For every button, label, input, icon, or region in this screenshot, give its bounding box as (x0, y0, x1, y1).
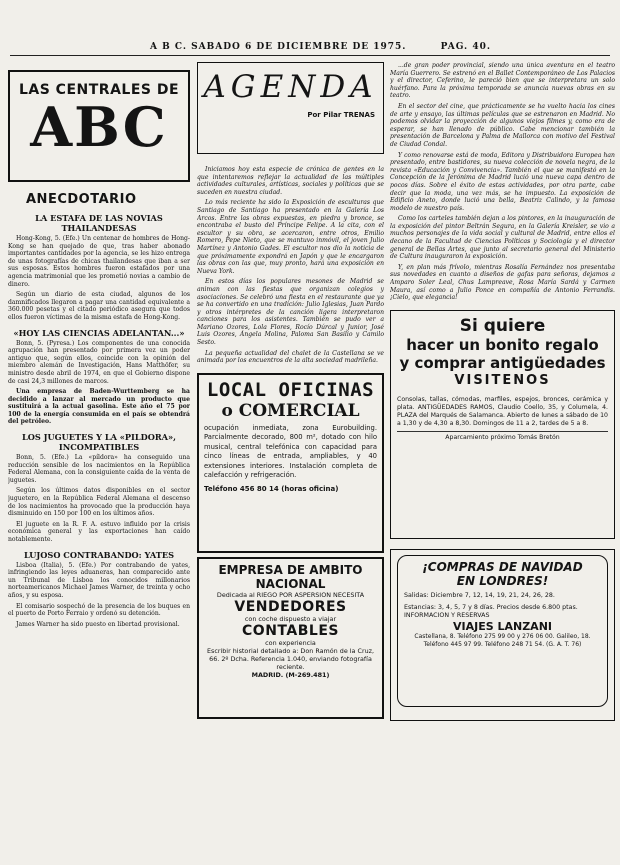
ad-lanzani-addresses: Castellana, 8. Teléfono 275 99 00 y 276 06 00. Galileo, 18. Teléfono 445 97 99. Teléfono 248 71 54. (G. A. T. 76) (414, 633, 591, 649)
ad-empresa-sub: Dedicada al RIEGO POR ASPERSION NECESITA (216, 590, 365, 599)
header-rule (10, 55, 610, 56)
agenda-p2: Lo más reciente ha sido la Exposición de esculturas que Santiago de Santiago ha presentado en la Galería Los Arcos. Entre las obras expuestas, en piedra y bronce, se encontraba el busto del Príncipe Felipe. A la cita, con el escultor y su obra, se acercaron, entre otros, Emilio Romero, Pepe Nieto, que se mantuvo inmóvil, el joven Julio Martínez y Antonio Gades. El escultor nos dio la noticia de que próximamente expondrá en Japón y que le encargaron las obras con las que, muy pronto, hará una exposición en Nueva York. (197, 199, 384, 275)
headline-ciencias: «HOY LAS CIENCIAS ADELANTAN...» (13, 327, 185, 338)
ad-local-phone: Teléfono 456 80 14 (horas oficina) (204, 484, 339, 493)
agenda-box (197, 62, 384, 154)
suitcase-frame (397, 555, 608, 707)
yates-p2: El comisario sospechó de la presencia de los buques en el puerto de Porto Ferraio y ordenó su detención. (8, 602, 190, 618)
ciencias-p1: Bonn, 5. (Pyresa.) Los componentes de una conocida agrupación han presentado por primera vez un poder antiguo que, según ellos, coincide con la opinión del miembro alemán de Investigación, Hans Matthöfer, su ministro desde abril de 1974, en que el Gobierno dispone de casi 24,3 millones de marcos. (8, 339, 190, 385)
ad-coche: con coche dispuesto a viajar (244, 614, 337, 623)
right-p5: Y, en plan más frívolo, mientras Rosalía Fernández nos presentaba sus novedades en cuanto a diseños de gafas para señoras, dejamos a Amparo Soler Leal, Chus Lampreave, Rosa María Sardá y Carmen Maura, así como a Julio Ponce en compañía de Antonio Ferrandis. ¡Cielo, que elegancia! (390, 263, 615, 302)
headline-estafa: LA ESTAFA DE LAS NOVIAS THAILANDESAS (35, 213, 163, 233)
estafa-p2: Según un diario de esta ciudad, algunos de los damnificados llegaron a pagar una cantidad equivalente a 360.000 pesetas y el citado periódico asegura que todos ellos fueron víctimas de la misma estafa de Hong-Kong. (8, 291, 190, 321)
centrales-title: LAS CENTRALES DE (18, 82, 180, 98)
abc-logo: ABC (30, 95, 168, 159)
ad-antiguedades-body: Consolas, tallas, cómodas, marfiles, espejos, bronces, cerámica y plata. ANTIGÜEDADES RAMOS, Claudio Coello, 35, y Columela, 4. PLAZA del Marqués de Salamanca. Abierto de lunes a sábado de 10 a 1,30 y de 4,30 a 8,30. Domingos de 11 a 2, tardes de 5 a 8. (397, 395, 608, 427)
ad-viajes-lanzani: VIAJES LANZANI (453, 620, 552, 634)
headline-yates: LUJOSO CONTRABANDO: YATES (23, 549, 175, 560)
ad-madrid-ref: MADRID. (M-269.481) (251, 670, 330, 679)
estafa-p1: Hong-Kong, 5. (Efe.) Un centenar de hombres de Hong-Kong se han quejado de que, tras haber abonado importantes cantidades por la agencia, se les hizo entrega de unas fotografías de chicas thailandesas que iban a ser sus esposas. Estos hombres fueron estafados por una agencia matrimonial que les prometió novias a cambio de dinero. (8, 235, 190, 288)
agenda-byline: Por Pilar TRENAS (307, 111, 375, 119)
ad-experiencia: con experiencia (265, 638, 316, 647)
ad-navidad-title: ¡COMPRAS DE NAVIDAD (422, 559, 583, 574)
ad-londres-title: EN LONDRES! (456, 573, 549, 588)
ad-salidas: Salidas: Diciembre 7, 12, 14, 19, 21, 24, 26, 28. (404, 591, 555, 599)
ad-comercial-title: o COMERCIAL (221, 400, 360, 421)
ad-local-oficinas (197, 373, 384, 553)
ad-local-body: ocupación inmediata, zona Eurobuilding. Parcialmente decorado, 800 m², dotado con hilo musical, central telefónica con capacidad para cinco líneas de entrada, ampliables, y 40 extensiones interiores. Instalación completa de calefacción y refrigeración. (204, 423, 377, 480)
column-left (8, 62, 190, 862)
centrales-abc-box (8, 70, 190, 182)
ad-visitenos: VISITENOS (454, 372, 551, 388)
agenda-p1: Iniciamos hoy esta especie de crónica de gentes en la que intentaremos reflejar la actualidad de las múltiples actividades culturales, artísticas, sociales y políticas que se suceden en nuestra ciudad. (197, 166, 384, 196)
ad-empresa-title: EMPRESA DE AMBITO NACIONAL (218, 562, 363, 591)
right-p3: Y como renovarse está de moda, Editora y Distribuidora Europea han presentado, entre bastidores, su nueva colección de novela negra, de la revista «Educación y Convivencia». También el que se manifestó en la Concepción de la Jerónima de Madrid lució una nueva capa dentro de pocos días. Sobre el éxito de estas actividades, por otra parte, cabe decir que la moda, una vez más, se ha impuesto. La exposición de Edificio Aneto, donde lució una bella, Beatriz Calindo, y la famosa modelo de nuestro país. (390, 151, 615, 212)
right-p2: En el sector del cine, que prácticamente se ha vuelto hacia los cines de arte y ensayo, las últimas películas que se estrenaron en Madrid. No podemos olvidar la proyección de algunos viejos filmes y, como era de esperar, se han llenado de público. Cabe mencionar también la presentación de Barcelona y Palma de Mallorca con motivo del Festival de Ciudad Condal. (390, 102, 615, 148)
ad-bonito-regalo: hacer un bonito regalo (406, 335, 599, 354)
ad-escribir: Escribir historial detallado a: Don Ramón de la Cruz, 66. 2º Dcha. Referencia 1.040, enviando fotografía reciente. (206, 646, 375, 671)
ad-aparcamiento: Aparcamiento próximo Tomás Bretón (397, 431, 608, 441)
yates-p3: James Warner ha sido puesto en libertad provisional. (16, 620, 180, 628)
ad-estancias: Estancias: 3, 4, 5, 7 y 8 días. Precios desde 6.800 ptas. INFORMACION Y RESERVAS (404, 604, 578, 620)
agenda-title: AGENDA (203, 69, 378, 105)
juguetes-p1: Bonn, 5. (Efe.) La «píldora» ha conseguido una reducción sensible de los nacimientos en la República Federal Alemana, con la consiguiente caída de la venta de juguetes. (8, 454, 190, 484)
ad-local-title: LOCAL OFICINAS (206, 378, 375, 401)
right-p4: Como los carteles también dejan a los pintores, en la inauguración de la exposición del pintor Beltrán Segura, en la Galería Kreisler, se vio a muchos personajes de la vida social y cultural de Madrid, entre ellos el decano de la Facultad de Ciencias Políticas y Sociología y el director general de Bellas Artes, que junto al secretario general del Ministerio de Cultura inauguraron la exposición. (390, 215, 615, 261)
ciencias-p2: Una empresa de Baden-Wurttemberg se ha decidido a lanzar al mercado un producto que sustituirá a la actual gasolina. Este año el 75 por 100 de la energía consumida en el país se obtendrá del petróleo. (8, 388, 190, 426)
ad-comprar-antiguedades: y comprar antigüedades (399, 353, 606, 372)
column-right (390, 62, 615, 862)
agenda-p3: En estos días los populares mesones de Madrid se animan con las fiestas que organizan colegios y asociaciones. Se celebró una fiesta en el restaurante que ya se ha convertido en una tradición: Julio Iglesias, Juan Pardo y otros intérpretes de la canción ligera interpretaron canciones para los asistentes. También se pudo ver a Mariano Ozores, Lola Flores, Rocío Dúrcal y Junior, José Luis Ozores, Ángela Molina, Paloma San Basilio y Camilo Sesto. (197, 278, 384, 347)
headline-juguetes: LOS JUGUETES Y LA «PILDORA», INCOMPATIBLES (21, 432, 176, 453)
agenda-p4: La pequeña actualidad del chalet de la Castellana se ve animada por los encuentros de la alta sociedad madrileña. (197, 349, 384, 365)
page-header (150, 42, 491, 52)
ad-compras-navidad (390, 549, 615, 721)
column-middle (197, 62, 384, 862)
yates-p1: Lisboa (Italia), 5. (Efe.) Por contrabando de yates, infringiendo las leyes aduaneras, han comparecido ante un Tribunal de Lisboa los conocidos millonarios norteamericanos Michael James Warner, de treinta y ocho años, y su esposa. (8, 561, 190, 599)
page-number: PAG. 40. (440, 42, 491, 52)
anecdotario-heading: ANECDOTARIO (26, 192, 137, 207)
ad-si-quiere: Si quiere (459, 315, 546, 336)
newspaper-date: A B C. SABADO 6 DE DICIEMBRE DE 1975. (150, 42, 407, 52)
right-p1: ...de gran poder provincial, siendo una única aventura en el teatro María Guerrero. Se estrenó en el Ballet Contemporáneo de Los Palacios y el director, Ceferino, le pareció bien que se interpretara un solo huérfano. Para la próxima temporada se anuncia nuevas obras en su teatro. (390, 62, 615, 100)
ad-vendedores: VENDEDORES (234, 598, 347, 615)
juguetes-p2: Según los últimos datos disponibles en el sector juguetero, en la República Federal Alemana el descenso de los nacimientos ha provocado que la producción haya disminuido en 150 por 100 en los últimos años. (8, 487, 190, 518)
ad-contables: CONTABLES (242, 622, 339, 639)
ad-empresa-ambito (197, 557, 384, 719)
ad-antiguedades (390, 310, 615, 539)
juguetes-p3: El juguete en la R. F. A. estuvo influido por la crisis económica general y las exportaciones han caído notablemente. (8, 520, 190, 543)
